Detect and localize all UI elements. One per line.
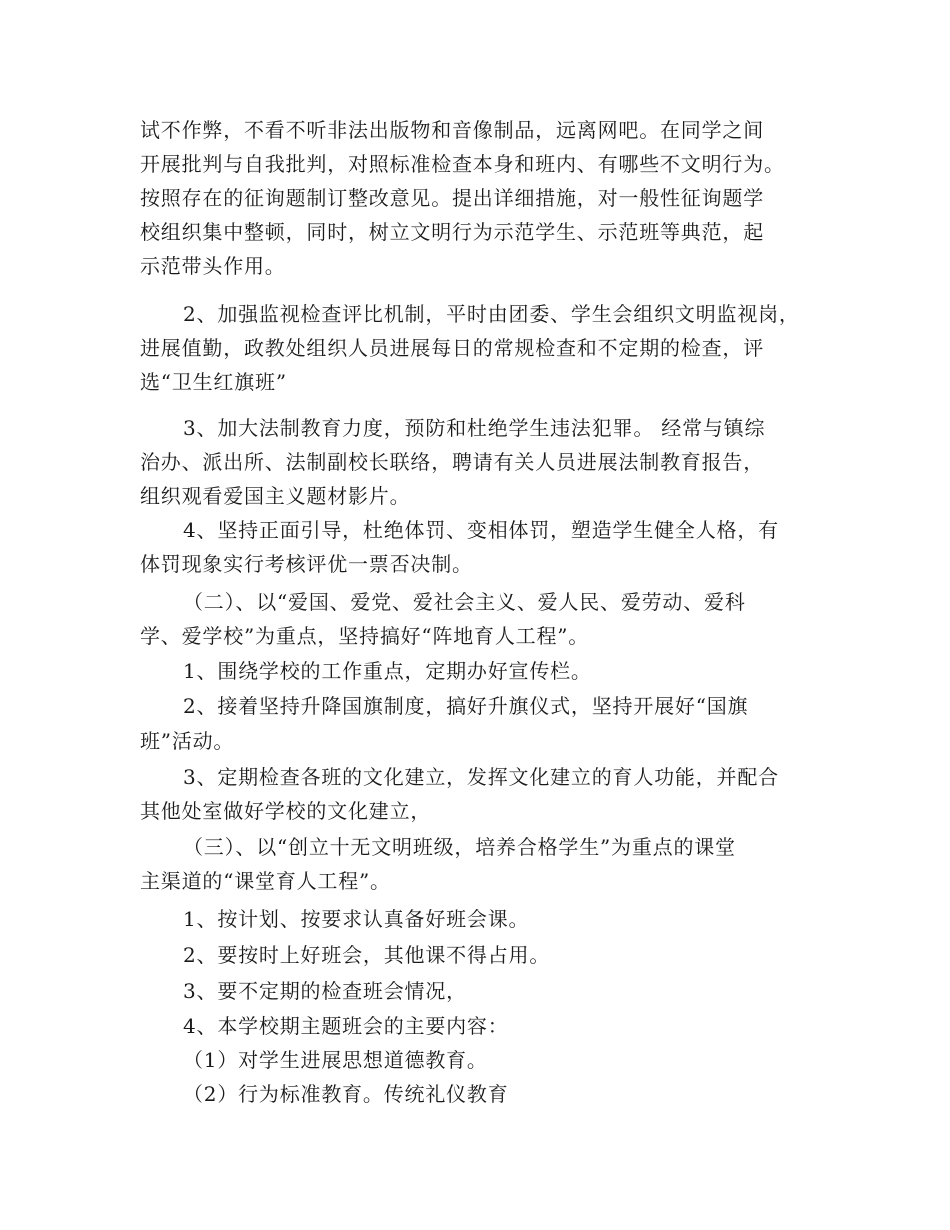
text-line-5: 示范带头作用。	[140, 254, 286, 278]
text-line-28: （2）行为标准教育。传统礼仪教育	[183, 1082, 509, 1106]
text-line-10: 治办、派出所、法制副校长联络，聘请有关人员进展法制教育报告，	[140, 450, 764, 474]
text-line-24: 2、要按时上好班会，其他课不得占用。	[183, 943, 551, 967]
text-line-18: 班”活动。	[140, 729, 235, 753]
text-line-1: 试不作弊，不看不听非法出版物和音像制品，远离网吧。在同学之间	[140, 118, 764, 142]
text-line-3: 按照存在的征询题制订整改意见。提出详细措施，对一般性征询题学	[140, 186, 764, 210]
text-line-11: 组织观看爱国主义题材影片。	[140, 484, 411, 508]
text-line-4: 校组织集中整顿，同时，树立文明行为示范学生、示范班等典范，起	[140, 220, 764, 244]
text-line-16: 1、围绕学校的工作重点，定期办好宣传栏。	[183, 659, 592, 683]
text-line-22: 主渠道的“课堂育人工程”。	[140, 869, 391, 893]
text-line-27: （1）对学生进展思想道德教育。	[183, 1048, 488, 1072]
text-line-26: 4、本学校期主题班会的主要内容：	[183, 1014, 509, 1038]
text-line-14: （二）、以“爱国、爱党、爱社会主义、爱人民、爱劳动、爱科	[183, 590, 746, 614]
text-line-13: 体罚现象实行考核评优一票否决制。	[140, 552, 473, 576]
text-line-15: 学、爱学校”为重点，坚持搞好“阵地育人工程”。	[140, 624, 590, 648]
text-line-21: （三）、以“创立十无文明班级，培养合格学生”为重点的课堂	[183, 835, 736, 859]
text-line-25: 3、要不定期的检查班会情况，	[183, 979, 467, 1003]
text-line-23: 1、按计划、按要求认真备好班会课。	[183, 907, 530, 931]
text-line-17: 2、接着坚持升降国旗制度，搞好升旗仪式，坚持开展好“国旗	[183, 694, 749, 718]
text-line-6: 2、加强监视检查评比机制，平时由团委、学生会组织文明监视岗，	[183, 302, 800, 326]
text-line-9: 3、加大法制教育力度，预防和杜绝学生违法犯罪。 经常与镇综	[183, 416, 766, 440]
text-line-8: 选“卫生红旗班”	[140, 370, 287, 394]
text-line-7: 进展值勤，政教处组织人员进展每日的常规检查和不定期的检查，评	[140, 336, 764, 360]
text-line-20: 其他处室做好学校的文化建立，	[140, 799, 432, 823]
text-line-19: 3、定期检查各班的文化建立，发挥文化建立的育人功能，并配合	[183, 765, 779, 789]
text-line-12: 4、坚持正面引导，杜绝体罚、变相体罚，塑造学生健全人格，有	[183, 518, 779, 542]
text-line-2: 开展批判与自我批判，对照标准检查本身和班内、有哪些不文明行为。	[140, 152, 785, 176]
